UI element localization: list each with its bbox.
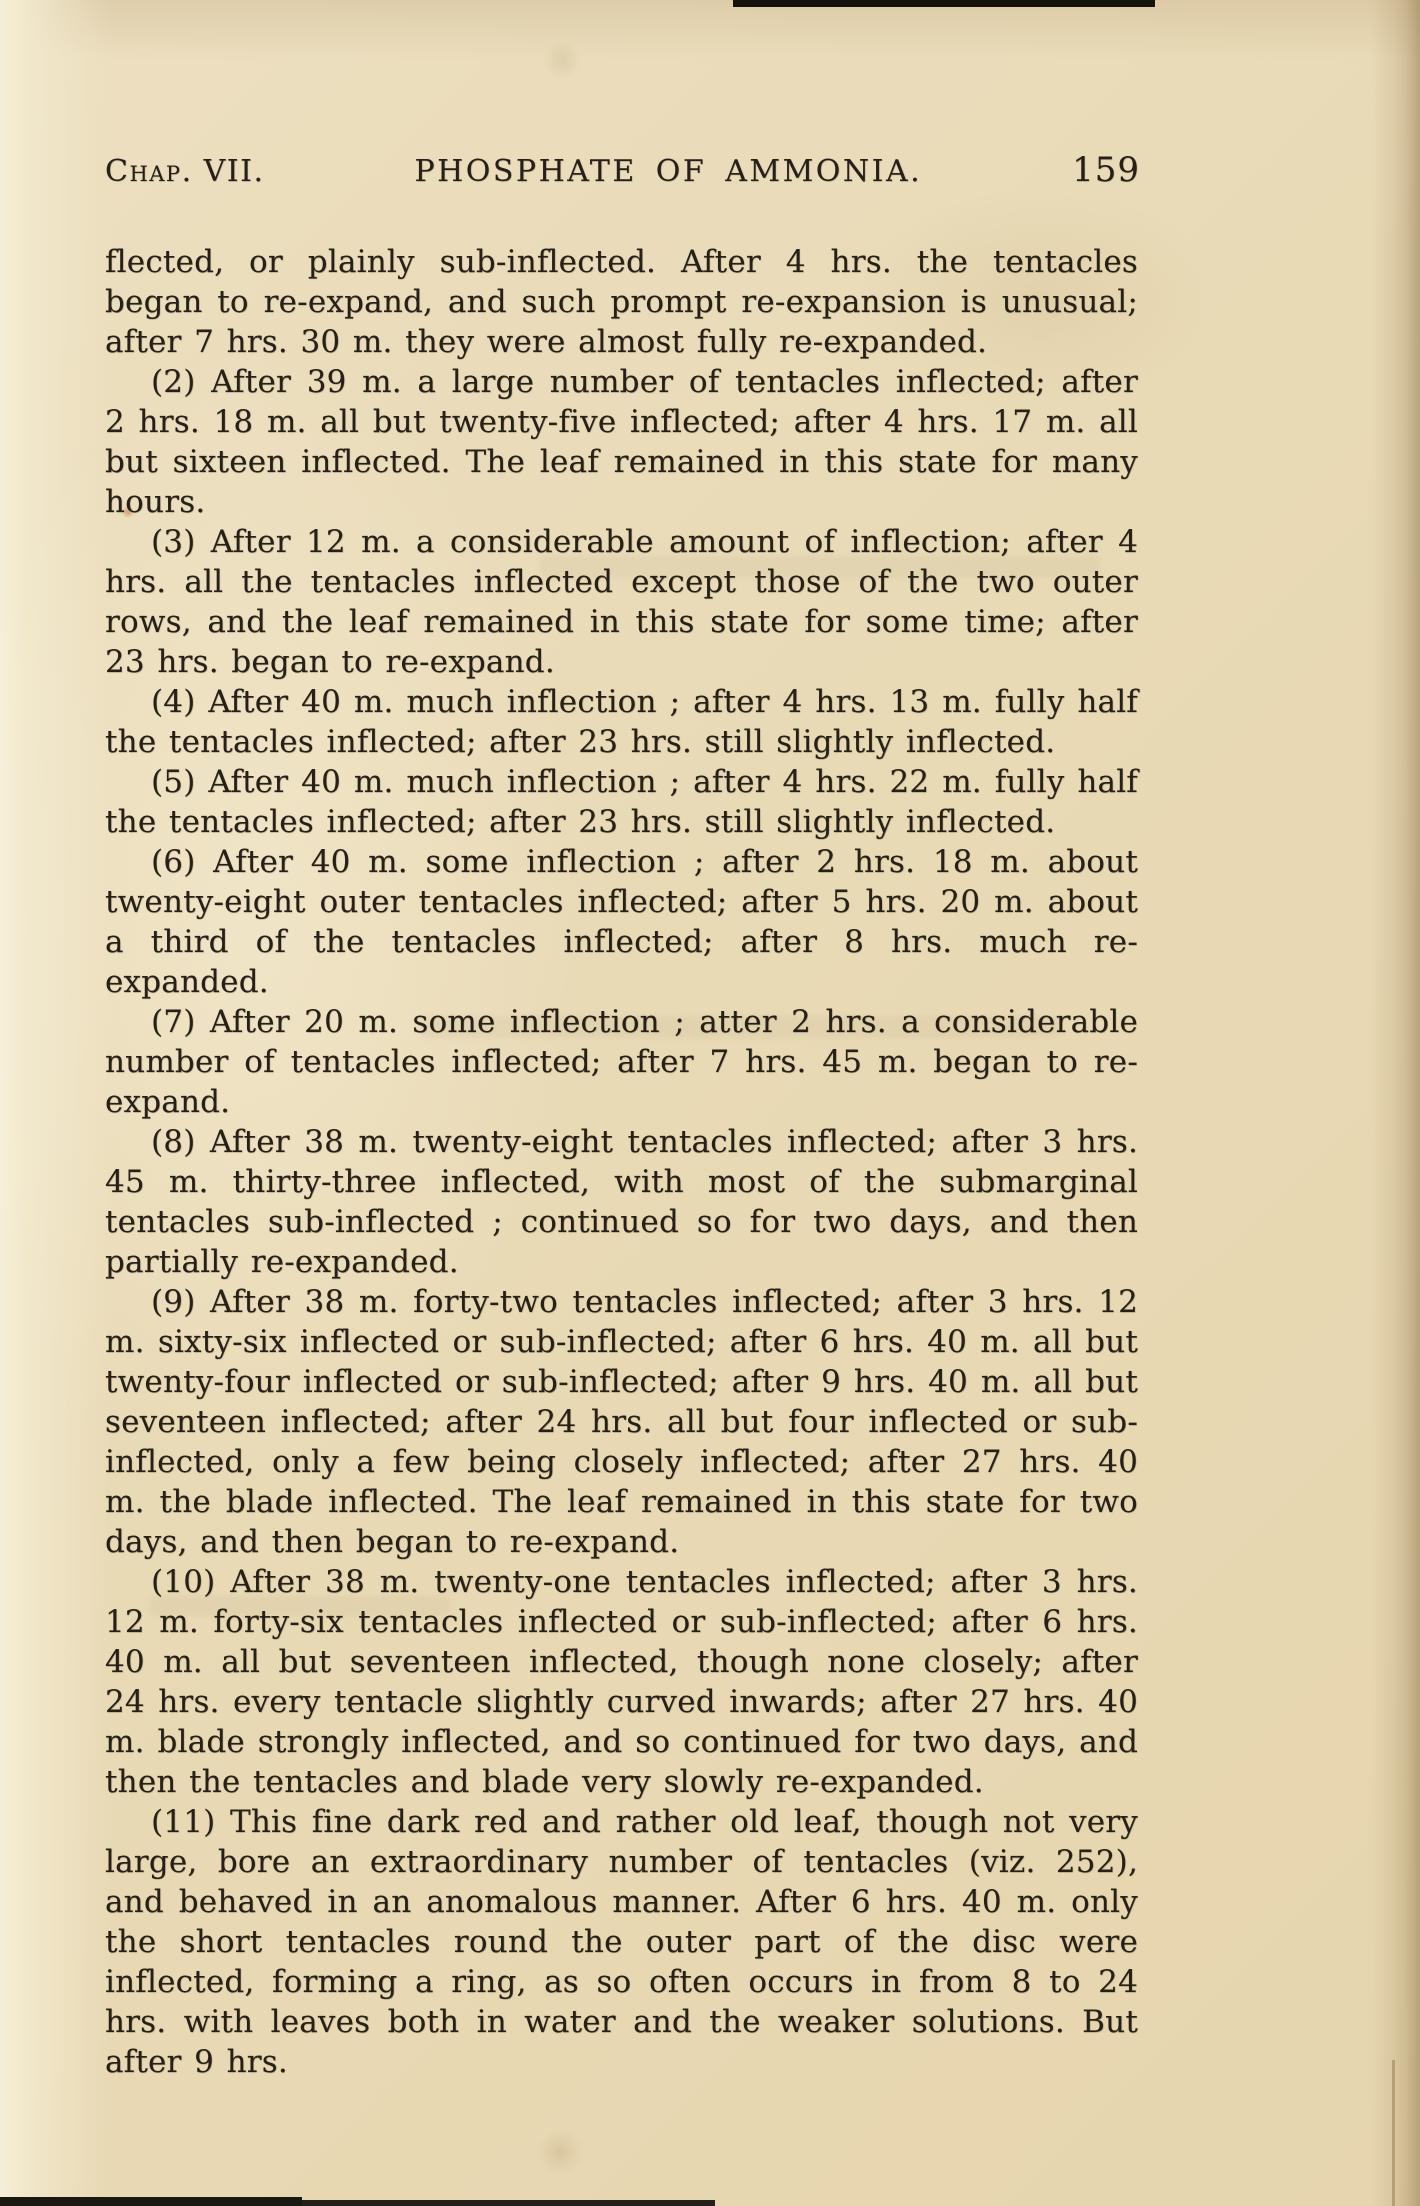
paragraph: (5) After 40 m. much inflection ; after 4 hrs. 22 m. fully half the tentacles inflected; after 23 hrs. still slightly inflected. [105,764,1138,840]
paragraph: (9) After 38 m. forty-two tentacles inflected; after 3 hrs. 12 m. sixty-six inflected or sub-inflected; after 6 hrs. 40 m. all but twenty-four inflected or sub-inflected; after 9 hrs. 40 m. all but seventeen inflected; after 24 hrs. all but four inflected or sub-inflected, only a few being closely inflected; after 27 hrs. 40 m. the blade inflected. The leaf remained in this state for two days, and then began to re-expand. [105,1284,1138,1560]
scanner-black-bar-bottom-left [0,2197,302,2206]
page-edge-seam [1392,2060,1395,2206]
page-title: PHOSPHATE OF AMMONIA. [414,154,923,189]
chapter-label: Chap. VII. [105,154,265,189]
page-number: 159 [1072,150,1140,190]
scanner-black-bar-bottom [302,2200,715,2206]
paragraph: (6) After 40 m. some inflection ; after 2 hrs. 18 m. about twenty-eight outer tentacles inflected; after 5 hrs. 20 m. about a third of the tentacles inflected; after 8 hrs. much re-expanded. [105,844,1138,1000]
paragraph: (4) After 40 m. much inflection ; after 4 hrs. 13 m. fully half the tentacles inflected; after 23 hrs. still slightly inflected. [105,684,1138,760]
paragraph: (3) After 12 m. a considerable amount of inflection; after 4 hrs. all the tentacles inflected except those of the two outer rows, and the leaf remained in this state for some time; after 23 hrs. began to re-expand. [105,524,1138,680]
paragraph: (2) After 39 m. a large number of tentacles inflected; after 2 hrs. 18 m. all but twenty-five inflected; after 4 hrs. 17 m. all but sixteen inflected. The leaf remained in this state for many hours. [105,364,1138,520]
body-text [105,242,1138,2082]
running-header [105,150,1140,190]
scanner-black-bar-top [733,0,1155,7]
paragraph: (7) After 20 m. some inflection ; atter 2 hrs. a considerable number of tentacles inflected; after 7 hrs. 45 m. began to re-expand. [105,1004,1138,1120]
paragraph: (10) After 38 m. twenty-one tentacles inflected; after 3 hrs. 12 m. forty-six tentacles inflected or sub-inflected; after 6 hrs. 40 m. all but seventeen inflected, though none closely; after 24 hrs. every tentacle slightly curved inwards; after 27 hrs. 40 m. blade strongly inflected, and so continued for two days, and then the tentacles and blade very slowly re-expanded. [105,1564,1138,1800]
paragraph: (11) This fine dark red and rather old leaf, though not very large, bore an extraordinary number of tentacles (viz. 252), and behaved in an anomalous manner. After 6 hrs. 40 m. only the short tentacles round the outer part of the disc were inflected, forming a ring, as so often occurs in from 8 to 24 hrs. with leaves both in water and the weaker solutions. But after 9 hrs. [105,1804,1138,2080]
paragraph: flected, or plainly sub-inflected. After 4 hrs. the tentacles began to re-expand, and such prompt re-expansion is unusual; after 7 hrs. 30 m. they were almost fully re-expanded. [105,244,1138,360]
paragraph: (8) After 38 m. twenty-eight tentacles inflected; after 3 hrs. 45 m. thirty-three inflected, with most of the submarginal tentacles sub-inflected ; continued so for two days, and then partially re-expanded. [105,1124,1138,1280]
